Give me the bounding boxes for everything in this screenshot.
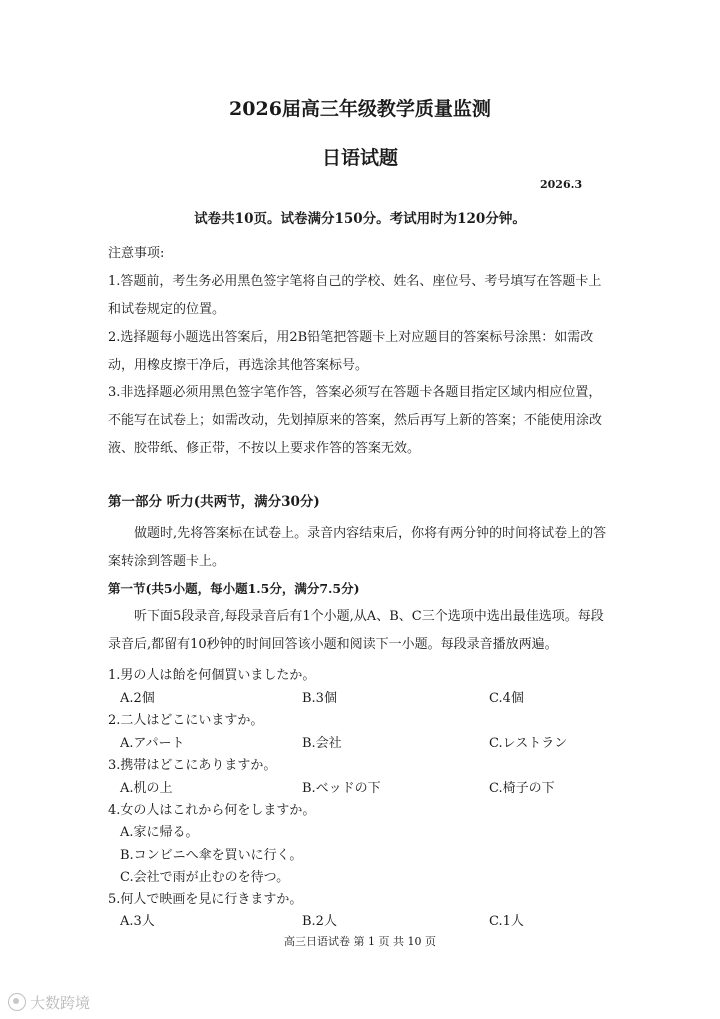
q5-option-a: A.3人 (120, 914, 155, 929)
question-4: 4.女の人はこれから何をしますか。 (108, 803, 316, 818)
q1-option-a: A.2個 (120, 691, 155, 706)
q5-option-b: B.2人 (302, 914, 337, 929)
q5-option-c: C.1人 (489, 914, 524, 929)
q3-option-b: B.ベッドの下 (302, 781, 381, 796)
q1-option-c: C.4個 (489, 691, 524, 706)
q4-option-b: B.コンビニへ傘を買いに行く。 (120, 848, 303, 863)
q2-option-b: B.会社 (302, 736, 342, 751)
question-1: 1.男の人は飴を何個買いましたか。 (108, 668, 316, 683)
watermark-logo-icon (8, 993, 26, 1011)
exam-title: 2026届高三年级教学质量监测 (229, 98, 491, 120)
q1-option-b: B.3個 (302, 691, 337, 706)
exam-date: 2026.3 (540, 178, 583, 191)
page-footer: 高三日语试卷 第 1 页 共 10 页 (284, 935, 436, 948)
q3-option-a: A.机の上 (120, 781, 173, 796)
watermark (8, 992, 90, 1013)
part1-intro: 做题时,先将答案标在试卷上。录音内容结束后，你将有两分钟的时间将试卷上的答案转涂到答题卡上。 (108, 526, 607, 569)
question-5: 5.何人で映画を見に行きますか。 (108, 892, 303, 907)
part1-heading: 第一部分 听力(共两节，满分30分) (108, 494, 320, 510)
q4-option-a: A.家に帰る。 (120, 825, 199, 840)
notice-item-2: 2.选择题每小题选出答案后，用2B铅笔把答题卡上对应题目的答案标号涂黑：如需改动，用橡皮擦干净后，再选涂其他答案标号。 (108, 330, 594, 373)
watermark-text: 大数跨境 (30, 994, 91, 1012)
section1-intro: 听下面5段录音,每段录音后有1个小题,从A、B、C三个选项中选出最佳选项。每段录音后,都留有10秒钟的时间回答该小题和阅读下一小题。每段录音播放两遍。 (108, 609, 604, 652)
q3-option-c: C.椅子の下 (489, 781, 555, 796)
subject-title: 日语试题 (321, 147, 398, 169)
question-3: 3.携帯はどこにありますか。 (108, 758, 277, 773)
q2-option-a: A.アパート (120, 736, 185, 751)
exam-info: 试卷共10页。试卷满分150分。考试用时为120分钟。 (194, 211, 526, 227)
question-2: 2.二人はどこにいますか。 (108, 713, 264, 728)
q2-option-c: C.レストラン (489, 736, 568, 751)
section1-heading: 第一节(共5小题，每小题1.5分，满分7.5分) (108, 581, 360, 596)
notice-heading: 注意事项: (108, 246, 165, 261)
q4-option-c: C.会社で雨が止むのを待つ。 (120, 870, 290, 885)
notice-item-1: 1.答题前，考生务必用黑色签字笔将自己的学校、姓名、座位号、考号填写在答题卡上和试卷规定的位置。 (108, 274, 602, 317)
notice-item-3: 3.非选择题必须用黑色签字笔作答，答案必须写在答题卡各题目指定区域内相应位置，不能写在试卷上；如需改动，先划掉原来的答案，然后再写上新的答案；不能使用涂改液、胶带纸、修正带，不按以上要求作答的答案无效。 (108, 385, 603, 456)
